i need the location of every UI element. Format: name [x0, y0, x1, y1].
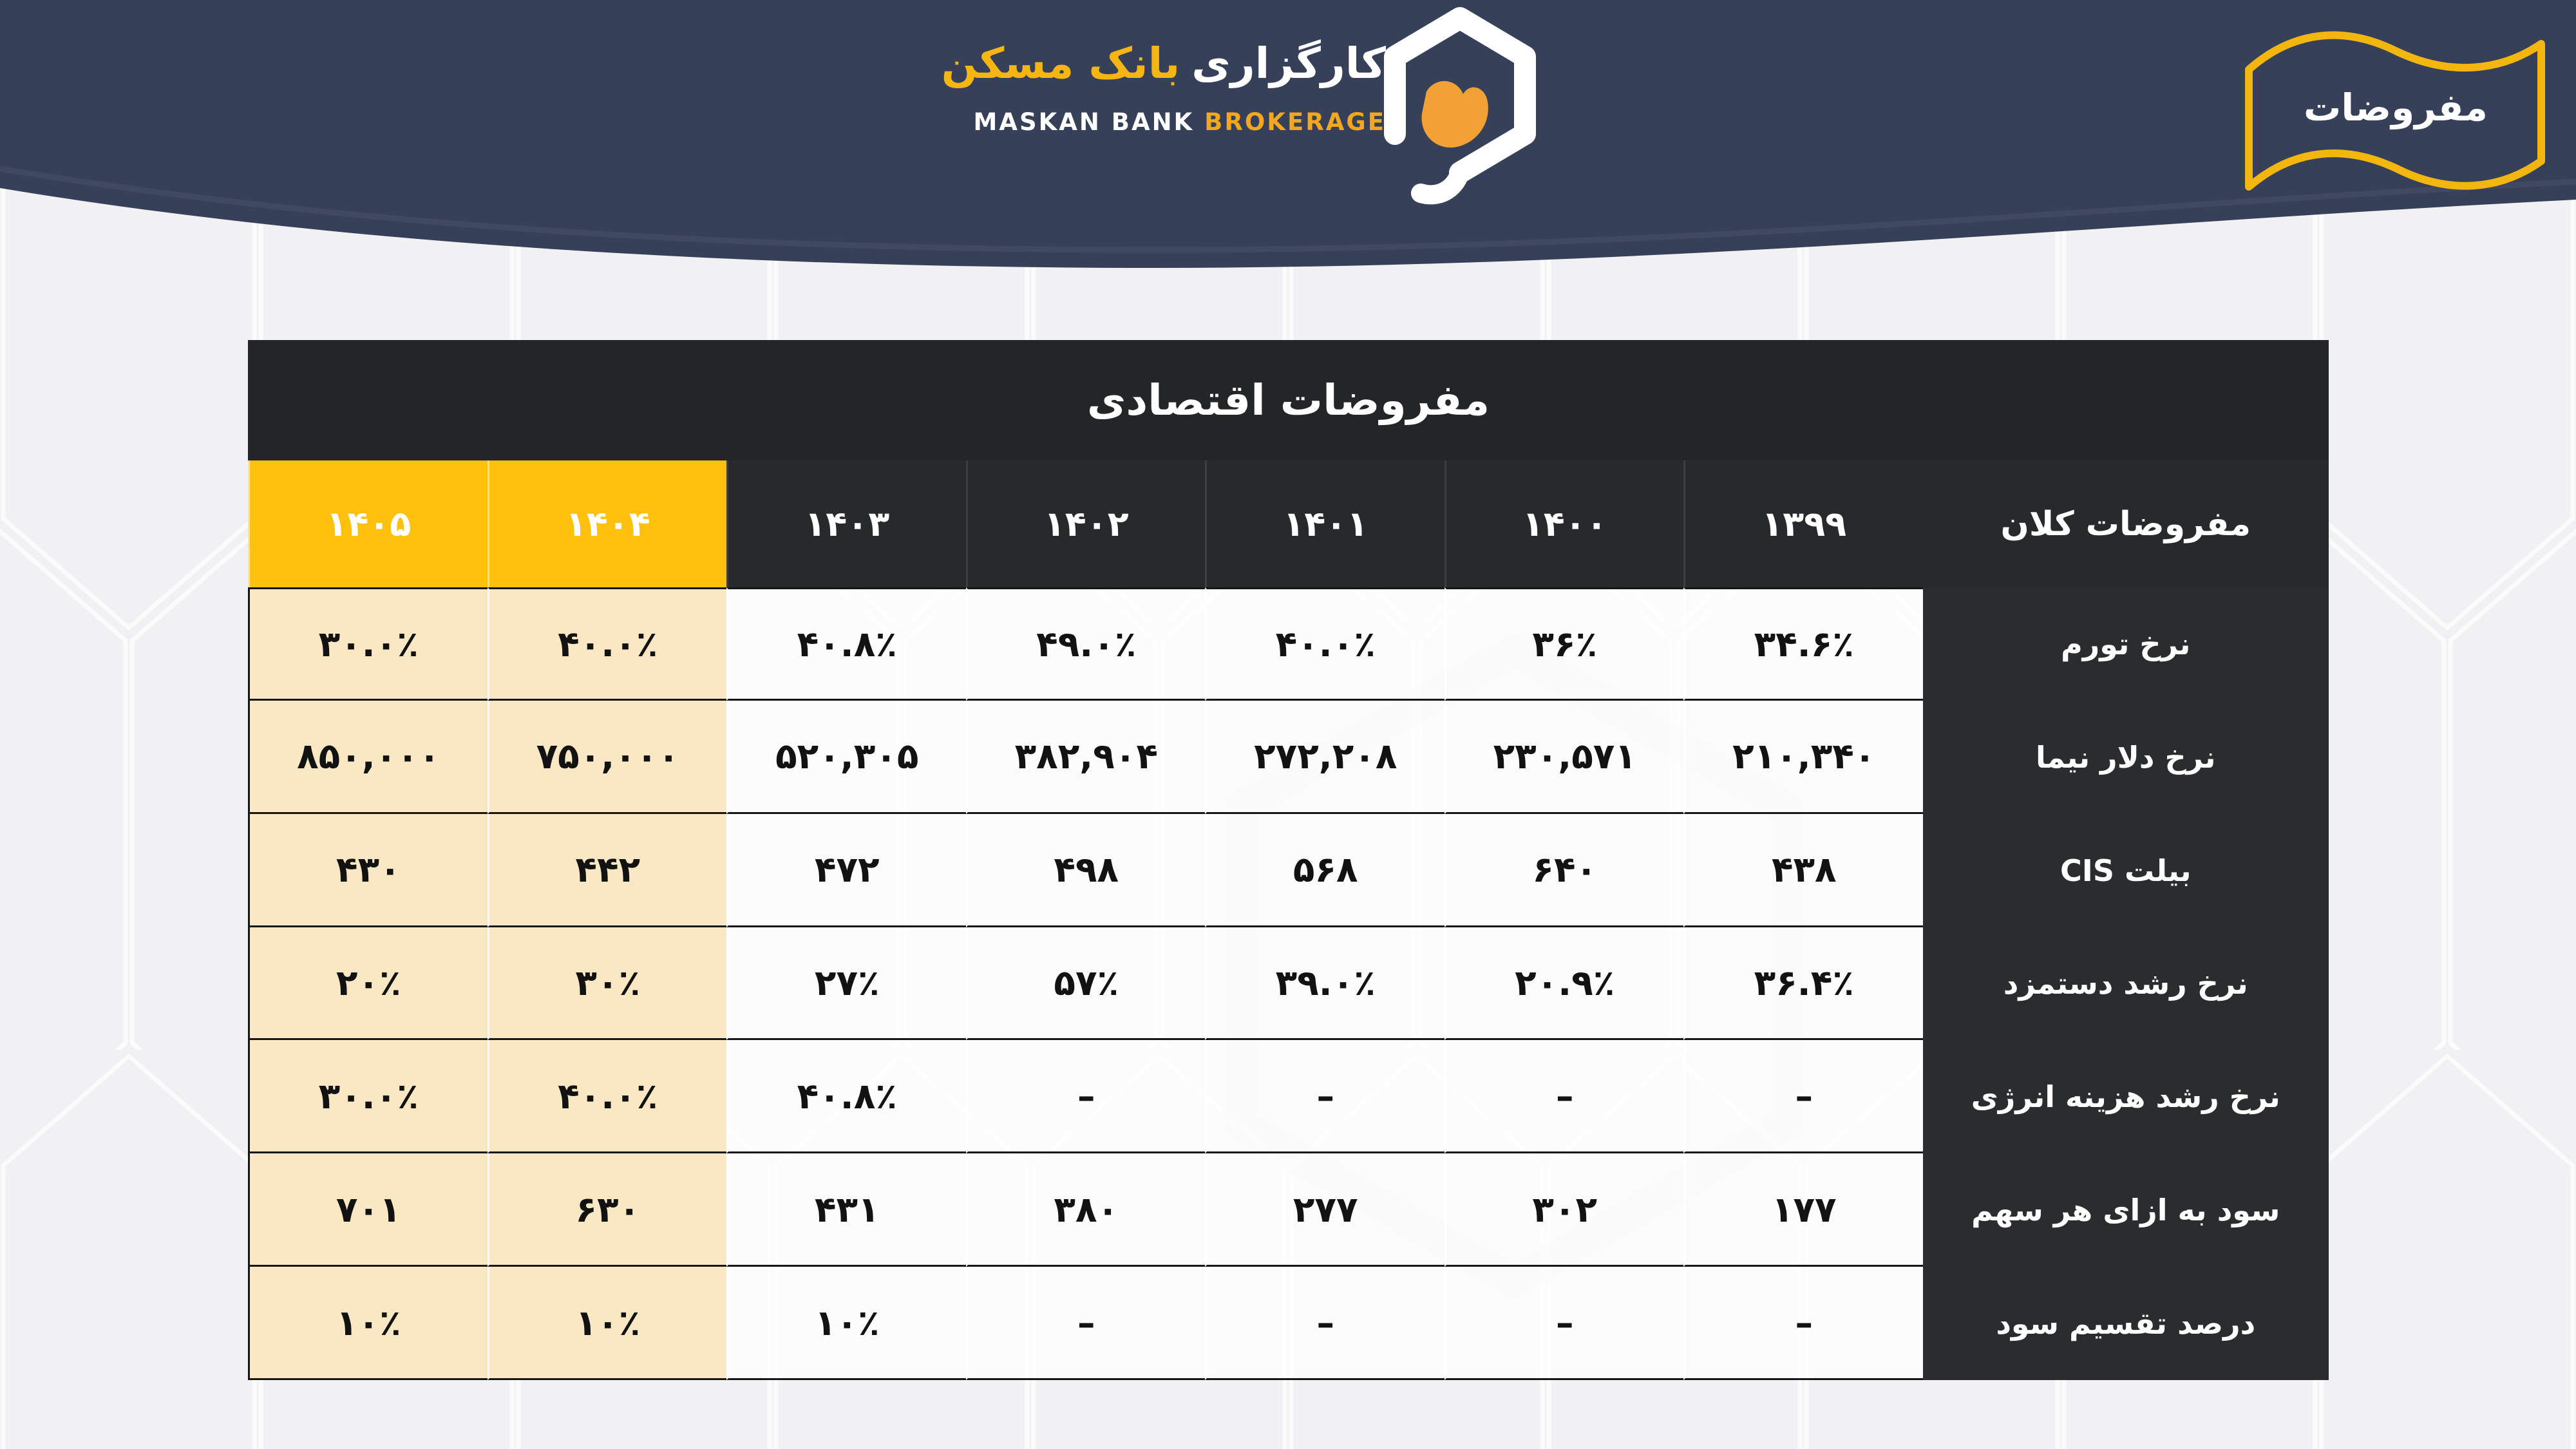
value-cell: ۳۸۲,۹۰۴ — [966, 701, 1206, 814]
row-label: نرخ رشد دستمزد — [1923, 927, 2329, 1041]
value-cell: ۱۰٪ — [488, 1267, 727, 1380]
logo-latin-wordmark — [974, 108, 1387, 136]
value-cell: ۴۳۰ — [248, 814, 488, 927]
logo-fa-word-white: کارگزاری — [1191, 38, 1386, 88]
value-cell: ۴۰.۰٪ — [1205, 587, 1444, 701]
value-cell: ۴۰.۰٪ — [488, 587, 727, 701]
value-cell: ۱۰٪ — [726, 1267, 966, 1380]
value-cell: ۳۶٪ — [1444, 587, 1684, 701]
row-label: بیلت CIS — [1923, 814, 2329, 927]
value-cell: – — [1444, 1040, 1684, 1153]
value-cell: ۵۷٪ — [966, 927, 1206, 1041]
value-cell: ۳۰.۰٪ — [248, 587, 488, 701]
year-header-2: ۱۴۰۰ — [1444, 460, 1684, 587]
row-label: درصد تقسیم سود — [1923, 1267, 2329, 1380]
value-cell: ۲۳۰,۵۷۱ — [1444, 701, 1684, 814]
value-cell: ۴۳۸ — [1683, 814, 1923, 927]
value-cell: – — [966, 1040, 1206, 1153]
value-cell: ۳۰٪ — [488, 927, 727, 1041]
year-header-6: ۱۴۰۴ — [488, 460, 727, 587]
row-label: نرخ رشد هزینه انرژی — [1923, 1040, 2329, 1153]
value-cell: ۲۷٪ — [726, 927, 966, 1041]
row-label: نرخ تورم — [1923, 587, 2329, 701]
value-cell: ۸۵۰,۰۰۰ — [248, 701, 488, 814]
year-header-3: ۱۴۰۱ — [1205, 460, 1444, 587]
year-header-1: ۱۳۹۹ — [1683, 460, 1923, 587]
logo-en-word-yellow: BROKERAGE — [1204, 108, 1386, 136]
value-cell: ۳۸۰ — [966, 1153, 1206, 1267]
value-cell: ۴۳۱ — [726, 1153, 966, 1267]
value-cell: ۷۰۱ — [248, 1153, 488, 1267]
value-cell: – — [1205, 1267, 1444, 1380]
value-cell: ۲۰.۹٪ — [1444, 927, 1684, 1041]
year-header-7: ۱۴۰۵ — [248, 460, 488, 587]
value-cell: ۴۹۸ — [966, 814, 1206, 927]
value-cell: ۴۹.۰٪ — [966, 587, 1206, 701]
value-cell: ۳۹.۰٪ — [1205, 927, 1444, 1041]
value-cell: ۷۵۰,۰۰۰ — [488, 701, 727, 814]
value-cell: ۳۴.۶٪ — [1683, 587, 1923, 701]
value-cell: – — [1683, 1267, 1923, 1380]
value-cell: – — [1683, 1040, 1923, 1153]
logo-persian-wordmark — [942, 24, 1386, 102]
logo-en-words-white: MASKAN BANK — [973, 108, 1195, 136]
value-cell: ۳۰.۰٪ — [248, 1040, 488, 1153]
row-label: سود به ازای هر سهم — [1923, 1153, 2329, 1267]
value-cell: ۴۷۲ — [726, 814, 966, 927]
value-cell: ۴۰.۰٪ — [488, 1040, 727, 1153]
value-cell: ۴۰.۸٪ — [726, 1040, 966, 1153]
economic-assumptions-table — [248, 340, 2329, 1380]
year-header-4: ۱۴۰۲ — [966, 460, 1206, 587]
value-cell: – — [1205, 1040, 1444, 1153]
value-cell: ۶۴۰ — [1444, 814, 1684, 927]
value-cell: – — [966, 1267, 1206, 1380]
row-label: نرخ دلار نیما — [1923, 701, 2329, 814]
value-cell: ۴۴۲ — [488, 814, 727, 927]
value-cell: ۲۱۰,۳۴۰ — [1683, 701, 1923, 814]
value-cell: ۲۷۲,۲۰۸ — [1205, 701, 1444, 814]
value-cell: ۲۷۷ — [1205, 1153, 1444, 1267]
macro-assumptions-header: مفروضات کلان — [1923, 460, 2329, 587]
value-cell: ۳۶.۴٪ — [1683, 927, 1923, 1041]
logo-fa-words-yellow: بانک مسکن — [941, 38, 1180, 88]
value-cell: ۵۲۰,۳۰۵ — [726, 701, 966, 814]
value-cell: ۵۶۸ — [1205, 814, 1444, 927]
value-cell: ۳۰۲ — [1444, 1153, 1684, 1267]
value-cell: ۲۰٪ — [248, 927, 488, 1041]
value-cell: – — [1444, 1267, 1684, 1380]
value-cell: ۶۳۰ — [488, 1153, 727, 1267]
value-cell: ۴۰.۸٪ — [726, 587, 966, 701]
ribbon-label: مفروضات — [2304, 86, 2488, 129]
value-cell: ۱۰٪ — [248, 1267, 488, 1380]
year-header-5: ۱۴۰۳ — [726, 460, 966, 587]
table-title: مفروضات اقتصادی — [248, 340, 2329, 460]
value-cell: ۱۷۷ — [1683, 1153, 1923, 1267]
